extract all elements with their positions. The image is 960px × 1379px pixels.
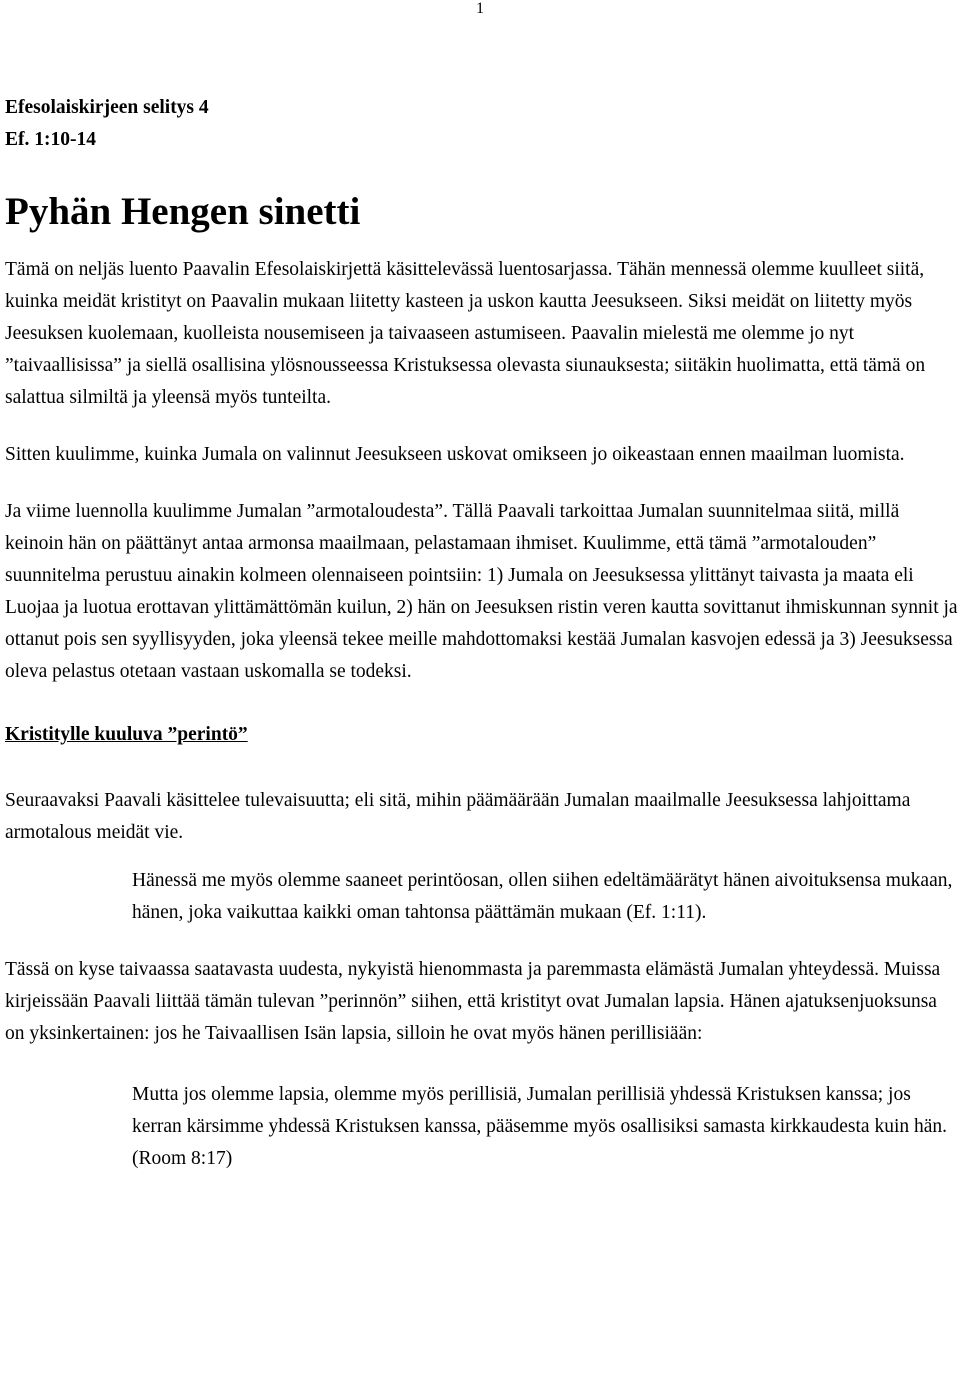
document-body — [5, 92, 960, 1175]
inheritance-paragraph: Tässä on kyse taivaassa saatavasta uudesta, nykyistä hienommasta ja paremmasta elämästä Jumalan yhteydessä. Muissa kirjeissään Paavali liittää tämän tulevan ”perinnön” siihen, että kristityt ovat Jumalan lapsia. Hänen ajatuksenjuoksunsa on yksinkertainen: jos he Taivaallisen Isän lapsia, silloin he ovat myös hänen perillisiään: — [5, 959, 941, 1044]
series-title: Efesolaiskirjeen selitys 4 — [5, 97, 209, 118]
page-title: Pyhän Hengen sinetti — [5, 190, 361, 233]
election-paragraph: Sitten kuulimme, kuinka Jumala on valinnut Jeesukseen uskovat omikseen jo oikeastaan ennen maailman luomista. — [5, 444, 905, 465]
scripture-reference: Ef. 1:10-14 — [5, 129, 96, 150]
intro-paragraph: Tämä on neljäs luento Paavalin Efesolaiskirjettä käsittelevässä luentosarjassa. Tähän mennessä olemme kuulleet siitä, kuinka meidät kristityt on Paavalin mukaan liitetty kasteen ja uskon kautta Jeesukseen. Siksi meidät on liitetty myös Jeesuksen kuolemaan, kuolleista nousemiseen ja taivaaseen astumiseen. Paavalin mielestä me olemme jo nyt ”taivaallisissa” ja siellä osallisina ylösnousseessa Kristuksessa olevasta siunauksesta; siitäkin huolimatta, että tämä on salattua silmiltä ja yleensä myös tunteilta. — [5, 259, 926, 408]
scripture-quote-room: Mutta jos olemme lapsia, olemme myös perillisiä, Jumalan perillisiä yhdessä Kristuksen kanssa; jos kerran kärsimme yhdessä Kristuksen kanssa, pääsemme myös osallisiksi samasta kirkkaudesta kuin hän. (Room 8:17) — [132, 1084, 948, 1169]
grace-economy-paragraph: Ja viime luennolla kuulimme Jumalan ”armotaloudesta”. Tällä Paavali tarkoittaa Jumalan suunnitelmaa siitä, millä keinoin hän on päättänyt antaa armonsa maailmaan, pelastamaan ihmiset. Kuulimme, että tämä ”armotalouden” suunnitelma perustuu ainakin kolmeen olennaiseen pointsiin: 1) Jumala on Jeesuksessa ylittänyt taivasta ja maata eli Luojaa ja luotua erottavan ylittämättömän kuilun, 2) hän on Jeesuksen ristin veren kautta sovittanut ihmiskunnan synnit ja ottanut pois sen syyllisyyden, joka yleensä tekee meille mahdottomaksi kestää Jumalan kasvojen edessä ja 3) Jeesuksessa oleva pelastus otetaan vastaan uskomalla se todeksi. — [5, 501, 958, 682]
section-heading: Kristitylle kuuluva ”perintö” — [5, 724, 248, 745]
page-number: 1 — [476, 0, 484, 17]
future-paragraph: Seuraavaksi Paavali käsittelee tulevaisuutta; eli sitä, mihin päämäärään Jumalan maailmalle Jeesuksessa lahjoittama armotalous meidät vie. — [5, 790, 911, 843]
scripture-quote-ef: Hänessä me myös olemme saaneet perintöosan, ollen siihen edeltämäärätyt hänen aivoituksensa mukaan, hänen, joka vaikuttaa kaikki oman tahtonsa päättämän mukaan (Ef. 1:11). — [132, 870, 953, 923]
